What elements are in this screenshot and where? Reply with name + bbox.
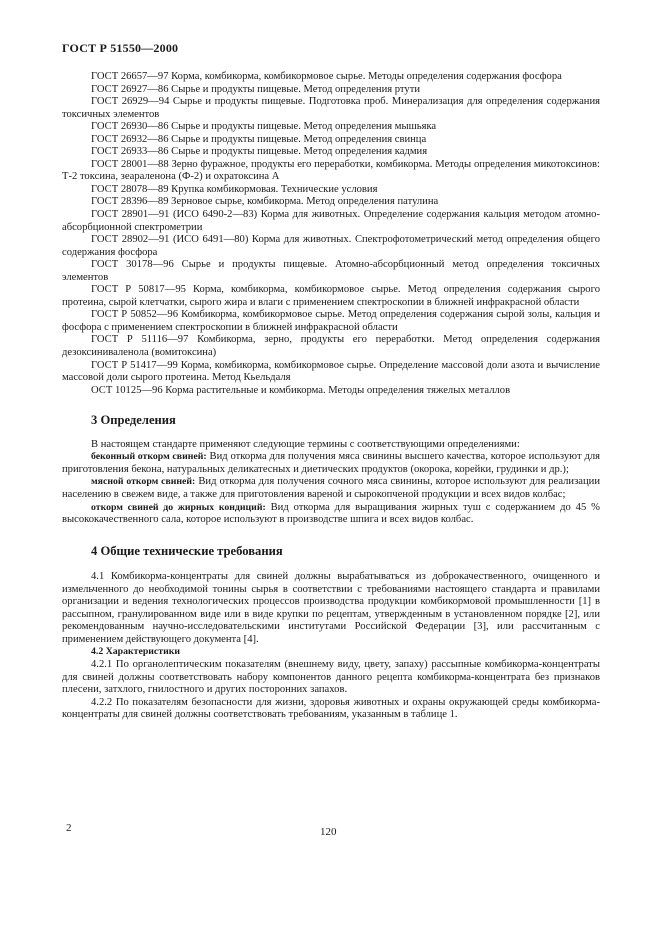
clause-4-1: 4.1 Комбикорма-концентраты для свиней должны вырабатываться из доброкачественного, очищенного и измельченного до необходимой тонины сырья в соответствии с требованиями настоящего стандарта и правилами организации и ведения технологических процессов производства продукции комбикормовой промышленности [1] в рассыпном, гранулированном виде или в виде крупки по рецептам, утвержденным в установленном порядке [2], или рекомендованным научно-исследовательскими институтами Российской Федерации [3], или рассчитанным с применением действующего документа [4]. — [62, 571, 600, 645]
reference-item: ОСТ 10125—96 Корма растительные и комбикорма. Методы определения тяжелых металлов — [91, 384, 511, 396]
normative-references-list — [62, 71, 600, 397]
page-number: 2 — [66, 822, 72, 834]
reference-item: ГОСТ 26927—86 Сырье и продукты пищевые. Метод определения ртути — [91, 83, 421, 95]
clause-4-2-heading: 4.2 Характеристики — [91, 646, 181, 658]
definition-term: беконный откорм свиней: — [91, 451, 207, 463]
reference-item: ГОСТ Р 51116—97 Комбикорма, зерно, продукты его переработки. Метод определения содержания дезоксиниваленола (вомитоксина) — [62, 334, 600, 359]
reference-item: ГОСТ 26930—86 Сырье и продукты пищевые. Метод определения мышьяка — [91, 121, 437, 133]
definition-item — [62, 451, 600, 476]
reference-item: ГОСТ 26932—86 Сырье и продукты пищевые. Метод определения свинца — [91, 133, 427, 145]
reference-item: ГОСТ 26929—94 Сырье и продукты пищевые. Подготовка проб. Минерализация для определения содержания токсичных элементов — [62, 96, 600, 120]
reference-item: ГОСТ 28078—89 Крупка комбикормовая. Технические условия — [91, 183, 378, 195]
clause-4-2-1: 4.2.1 По органолептическим показателям (внешнему виду, цвету, запаху) рассыпные комбикорма-концентраты для свиней должны соответствовать набору компонентов данного рецепта комбикорма-концентрата без признаков плесени, затхлого, гнилостного и других посторонних запахов. — [62, 658, 600, 696]
document-body — [62, 71, 600, 722]
clause-4-2-2: 4.2.2 По показателям безопасности для жизни, здоровья животных и охраны окружающей среды комбикорма-концентраты для свиней должны соответствовать требованиям, указанным в таблице 1. — [62, 696, 600, 721]
definition-item — [62, 476, 600, 501]
reference-item: ГОСТ 28901—91 (ИСО 6490-2—83) Корма для животных. Определение содержания кальция методом атомно-абсорбционной спектрометрии — [62, 209, 600, 233]
reference-item: ГОСТ Р 51417—99 Корма, комбикорма, комбикормовое сырье. Определение массовой доли азота и вычисление массовой доли сырого протеина. Метод Кьельдаля — [62, 359, 600, 384]
reference-item: ГОСТ 26657—97 Корма, комбикорма, комбикормовое сырье. Методы определения содержания фосфора — [91, 71, 562, 82]
reference-item: ГОСТ 26933—86 Сырье и продукты пищевые. Метод определения кадмия — [91, 146, 428, 158]
definitions-intro: В настоящем стандарте применяют следующие термины с соответствующими определениями: — [91, 438, 520, 450]
reference-item: ГОСТ 30178—96 Сырье и продукты пищевые. Атомно-абсорбционный метод определения токсичных элементов — [62, 259, 600, 283]
reference-item: ГОСТ 28902—91 (ИСО 6491—80) Корма для животных. Спектрофотометрический метод определения общего содержания фосфора — [62, 234, 600, 258]
definition-text: Вид откорма для выращивания жирных туш с содержанием до 45 % высококачественного сала, которое используют в производстве шпига и всех видов колбас. — [62, 501, 600, 526]
definition-text: Вид откорма для получения мяса свинины высшего качества, которое используют для приготовления бекона, натуральных деликатесных и диетических продуктов (окорока, корейки, грудинки и др.); — [62, 451, 600, 475]
reference-item: ГОСТ 28396—89 Зерновое сырье, комбикорма. Метод определения патулина — [91, 196, 439, 208]
definition-term: откорм свиней до жирных кондиций: — [91, 501, 266, 513]
reference-item: ГОСТ Р 50852—96 Комбикорма, комбикормовое сырье. Метод определения содержания сырой золы, кальция и фосфора с применением спектроскопии в ближней инфракрасной области — [62, 309, 600, 333]
sheet-number: 120 — [320, 826, 337, 838]
definition-term: мясной откорм свиней: — [91, 476, 196, 488]
definition-text: Вид откорма для получения сочного мяса свинины, которое используют для реализации населению в свежем виде, а также для приготовления вареной и сырокопченой продукции и всех видов колбас; — [62, 476, 600, 500]
section-3-heading: 3 Определения — [91, 413, 176, 428]
reference-item: ГОСТ Р 50817—95 Корма, комбикорма, комбикормовое сырье. Метод определения содержания сырого протеина, сырой клетчатки, сырого жира и влаги с применением спектроскопии в ближней инфракрасной области — [62, 284, 600, 308]
section-4-heading: 4 Общие технические требования — [91, 543, 283, 558]
document-header: ГОСТ Р 51550—2000 — [62, 41, 179, 55]
reference-item: ГОСТ 28001—88 Зерно фуражное, продукты его переработки, комбикорма. Методы определения микотоксинов: Т-2 токсина, зеараленона (Ф-2) и охратоксина А — [62, 158, 600, 183]
definition-item — [62, 502, 600, 527]
